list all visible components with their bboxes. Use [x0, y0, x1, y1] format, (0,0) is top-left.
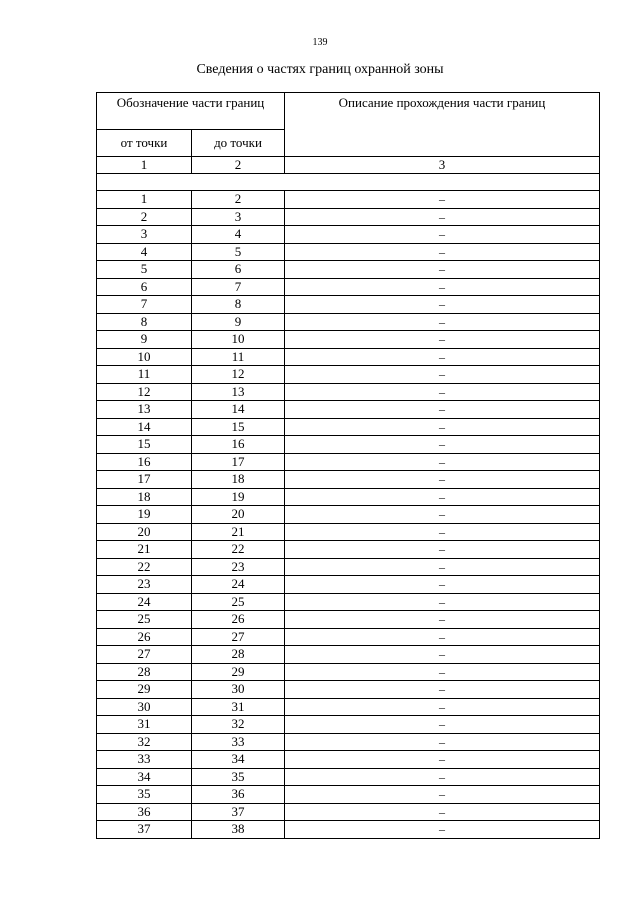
table-row [97, 716, 600, 734]
from-point-cell: 14 [97, 418, 192, 436]
to-point-cell: 8 [192, 296, 285, 314]
to-point-cell: 15 [192, 418, 285, 436]
from-point-cell: 18 [97, 488, 192, 506]
from-point-cell: 35 [97, 786, 192, 804]
to-point-cell: 32 [192, 716, 285, 734]
from-point-cell: 23 [97, 576, 192, 594]
table-row [97, 331, 600, 349]
table-row [97, 191, 600, 209]
section-label-cell [97, 174, 600, 191]
from-point-cell: 8 [97, 313, 192, 331]
table-row [97, 366, 600, 384]
description-cell: – [285, 523, 600, 541]
from-point-cell: 17 [97, 471, 192, 489]
from-point-cell: 16 [97, 453, 192, 471]
to-point-cell: 29 [192, 663, 285, 681]
header-row [97, 93, 600, 130]
table-row [97, 681, 600, 699]
to-point-cell: 27 [192, 628, 285, 646]
description-cell: – [285, 663, 600, 681]
to-point-cell: 4 [192, 226, 285, 244]
to-point-cell: 28 [192, 646, 285, 664]
table-row [97, 401, 600, 419]
description-cell: – [285, 611, 600, 629]
description-cell: – [285, 558, 600, 576]
description-cell: – [285, 646, 600, 664]
description-cell: – [285, 191, 600, 209]
from-point-cell: 24 [97, 593, 192, 611]
table-row [97, 751, 600, 769]
description-cell: – [285, 593, 600, 611]
from-point-cell: 26 [97, 628, 192, 646]
from-point-cell: 27 [97, 646, 192, 664]
section-row [97, 174, 600, 191]
description-cell: – [285, 313, 600, 331]
to-point-cell: 22 [192, 541, 285, 559]
to-point-cell: 36 [192, 786, 285, 804]
from-point-cell: 13 [97, 401, 192, 419]
description-cell: – [285, 733, 600, 751]
to-point-cell: 35 [192, 768, 285, 786]
from-point-cell: 4 [97, 243, 192, 261]
from-point-cell: 20 [97, 523, 192, 541]
description-cell: – [285, 786, 600, 804]
table-row [97, 576, 600, 594]
description-cell: – [285, 803, 600, 821]
description-cell: – [285, 418, 600, 436]
description-cell: – [285, 716, 600, 734]
to-point-cell: 16 [192, 436, 285, 454]
table-row [97, 506, 600, 524]
description-cell: – [285, 471, 600, 489]
header-group-cell: Обозначение части границ [97, 93, 285, 130]
description-cell: – [285, 383, 600, 401]
to-point-cell: 9 [192, 313, 285, 331]
to-point-cell: 21 [192, 523, 285, 541]
from-point-cell: 21 [97, 541, 192, 559]
description-cell: – [285, 348, 600, 366]
table-row [97, 418, 600, 436]
to-point-cell: 10 [192, 331, 285, 349]
from-point-cell: 31 [97, 716, 192, 734]
from-point-cell: 5 [97, 261, 192, 279]
from-point-cell: 28 [97, 663, 192, 681]
from-point-cell: 10 [97, 348, 192, 366]
description-cell: – [285, 698, 600, 716]
to-point-cell: 37 [192, 803, 285, 821]
page-number: 139 [312, 37, 328, 48]
description-cell: – [285, 751, 600, 769]
from-point-cell: 15 [97, 436, 192, 454]
table-row [97, 646, 600, 664]
table-row [97, 226, 600, 244]
to-point-cell: 34 [192, 751, 285, 769]
from-point-cell: 9 [97, 331, 192, 349]
table-row [97, 593, 600, 611]
table-row [97, 278, 600, 296]
table-row [97, 453, 600, 471]
to-point-cell: 12 [192, 366, 285, 384]
description-cell: – [285, 436, 600, 454]
from-point-cell: 37 [97, 821, 192, 839]
table-row [97, 733, 600, 751]
description-cell: – [285, 488, 600, 506]
description-cell: – [285, 681, 600, 699]
table-row [97, 313, 600, 331]
table-row [97, 768, 600, 786]
table-row [97, 786, 600, 804]
to-point-cell: 11 [192, 348, 285, 366]
to-point-cell: 18 [192, 471, 285, 489]
from-point-cell: 12 [97, 383, 192, 401]
from-point-cell: 7 [97, 296, 192, 314]
from-point-cell: 1 [97, 191, 192, 209]
description-cell: – [285, 506, 600, 524]
from-point-cell: 34 [97, 768, 192, 786]
header-to-cell: до точки [192, 130, 285, 157]
from-point-cell: 33 [97, 751, 192, 769]
description-cell: – [285, 278, 600, 296]
to-point-cell: 30 [192, 681, 285, 699]
from-point-cell: 6 [97, 278, 192, 296]
table-row [97, 821, 600, 839]
header-from-cell: от точки [97, 130, 192, 157]
table-row [97, 541, 600, 559]
description-cell: – [285, 401, 600, 419]
document-title: Сведения о частях границ охранной зоны [196, 62, 444, 77]
table-row [97, 296, 600, 314]
table-row [97, 663, 600, 681]
from-point-cell: 32 [97, 733, 192, 751]
column-number-cell: 3 [285, 157, 600, 174]
from-point-cell: 36 [97, 803, 192, 821]
description-cell: – [285, 331, 600, 349]
description-cell: – [285, 366, 600, 384]
from-point-cell: 11 [97, 366, 192, 384]
from-point-cell: 22 [97, 558, 192, 576]
table-row [97, 558, 600, 576]
table-row [97, 523, 600, 541]
header-description-cell: Описание прохождения части границ [285, 93, 600, 157]
table-row [97, 611, 600, 629]
from-point-cell: 30 [97, 698, 192, 716]
table-row [97, 628, 600, 646]
from-point-cell: 25 [97, 611, 192, 629]
description-cell: – [285, 453, 600, 471]
description-cell: – [285, 296, 600, 314]
table-row [97, 803, 600, 821]
description-cell: – [285, 768, 600, 786]
to-point-cell: 2 [192, 191, 285, 209]
to-point-cell: 14 [192, 401, 285, 419]
to-point-cell: 5 [192, 243, 285, 261]
to-point-cell: 7 [192, 278, 285, 296]
to-point-cell: 20 [192, 506, 285, 524]
from-point-cell: 2 [97, 208, 192, 226]
to-point-cell: 26 [192, 611, 285, 629]
table-row [97, 243, 600, 261]
table-row [97, 261, 600, 279]
description-cell: – [285, 576, 600, 594]
table-row [97, 436, 600, 454]
table-row [97, 471, 600, 489]
description-cell: – [285, 243, 600, 261]
to-point-cell: 38 [192, 821, 285, 839]
column-number-cell: 2 [192, 157, 285, 174]
to-point-cell: 19 [192, 488, 285, 506]
description-cell: – [285, 821, 600, 839]
from-point-cell: 19 [97, 506, 192, 524]
description-cell: – [285, 208, 600, 226]
description-cell: – [285, 226, 600, 244]
to-point-cell: 17 [192, 453, 285, 471]
to-point-cell: 3 [192, 208, 285, 226]
to-point-cell: 31 [192, 698, 285, 716]
table-row [97, 208, 600, 226]
table-row [97, 488, 600, 506]
description-cell: – [285, 541, 600, 559]
table-row [97, 348, 600, 366]
table-row [97, 383, 600, 401]
to-point-cell: 24 [192, 576, 285, 594]
table-row [97, 698, 600, 716]
to-point-cell: 33 [192, 733, 285, 751]
to-point-cell: 13 [192, 383, 285, 401]
from-point-cell: 3 [97, 226, 192, 244]
boundary-parts-table [96, 92, 600, 839]
column-numbers-row [97, 157, 600, 174]
description-cell: – [285, 628, 600, 646]
column-number-cell: 1 [97, 157, 192, 174]
description-cell: – [285, 261, 600, 279]
to-point-cell: 23 [192, 558, 285, 576]
from-point-cell: 29 [97, 681, 192, 699]
to-point-cell: 6 [192, 261, 285, 279]
to-point-cell: 25 [192, 593, 285, 611]
